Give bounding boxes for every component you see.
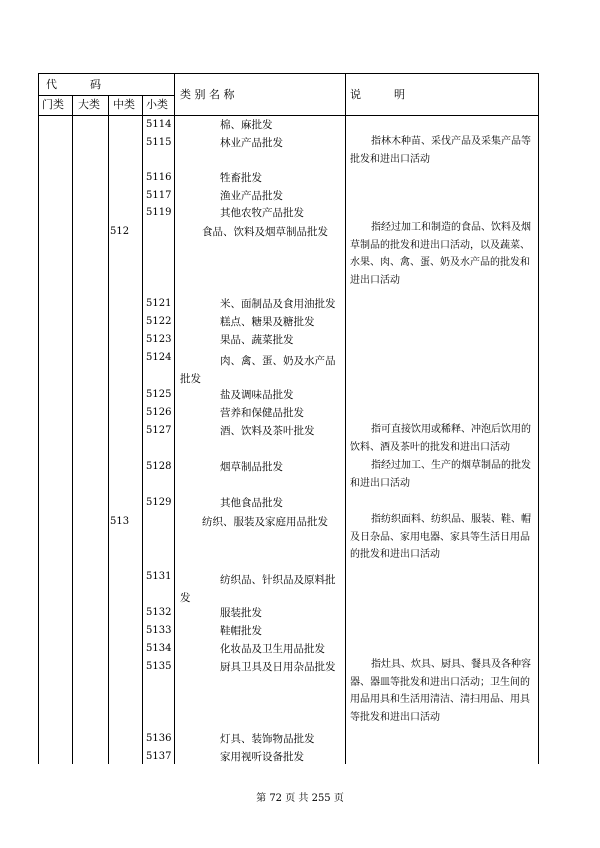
name-5123 (180, 334, 340, 346)
code-5134: 5134 (146, 643, 172, 654)
column-divider (142, 95, 143, 764)
name-5115 (180, 137, 340, 149)
name-text: 其他食品批发 (220, 497, 283, 509)
code-5135: 5135 (146, 661, 172, 672)
name-text: 服装批发 (220, 607, 262, 619)
name-5126 (180, 407, 340, 419)
code-5131: 5131 (146, 571, 172, 582)
name-text: 鞋帽批发 (220, 625, 262, 637)
name-text: 盐及调味品批发 (220, 389, 294, 401)
header-name: 类 别 名 称 (180, 88, 235, 101)
name-5117 (180, 190, 340, 202)
column-divider (72, 95, 73, 764)
name-text: 林业产品批发 (220, 137, 283, 149)
name-5134 (180, 643, 340, 655)
name-text: 厨具卫具及日用杂品批发 (220, 661, 336, 673)
name-text: 棉、麻批发 (220, 119, 273, 131)
name-5129 (180, 497, 340, 509)
name-5131 (180, 571, 340, 607)
code-5129: 5129 (146, 497, 172, 508)
name-5133 (180, 625, 340, 637)
code-5136: 5136 (146, 733, 172, 744)
column-divider (108, 95, 109, 764)
code-5127: 5127 (146, 425, 172, 436)
table-border-left (38, 73, 39, 764)
code-5128: 5128 (146, 461, 172, 472)
name-text: 渔业产品批发 (220, 190, 283, 202)
table-border-top (38, 73, 539, 74)
name-text: 家用视听设备批发 (220, 751, 304, 763)
desc-5128: 指经过加工、生产的烟草制品的批发和进出口活动 (350, 460, 531, 489)
mid-513: 513 (110, 516, 130, 527)
name-text: 灯具、装饰物品批发 (220, 733, 315, 745)
column-divider (345, 73, 346, 764)
code-5133: 5133 (146, 625, 172, 636)
name-5124 (180, 352, 340, 388)
desc-5127: 指可直接饮用或稀释、冲泡后饮用的饮料、酒及茶叶的批发和进出口活动 (350, 424, 531, 453)
name-5132 (180, 607, 340, 619)
header-men: 门类 (42, 98, 64, 111)
name-5114 (180, 119, 340, 131)
desc-5115: 指林木种苗、采伐产品及采集产品等批发和进出口活动 (350, 136, 531, 165)
code-5124: 5124 (146, 352, 172, 363)
name-513 (180, 516, 340, 528)
code-5123: 5123 (146, 334, 172, 345)
header-code: 代 码 (46, 78, 101, 91)
name-text: 酒、饮料及茶叶批发 (220, 425, 315, 437)
desc-513: 指纺织面料、纺织品、服装、鞋、帽及日杂品、家用电器、家具等生活日用品的批发和进出口活动 (350, 514, 531, 560)
code-5119: 5119 (146, 207, 172, 218)
name-text: 牲畜批发 (220, 172, 262, 184)
header-divider (38, 95, 175, 96)
code-5121: 5121 (146, 298, 172, 309)
code-5126: 5126 (146, 407, 172, 418)
name-5119 (180, 207, 340, 219)
page-footer: 第 72 页 共 255 页 (256, 793, 344, 804)
name-5136 (180, 733, 340, 745)
name-text: 纺织品、针织品及原料批发 (180, 574, 336, 604)
header-desc: 说 明 (350, 88, 405, 101)
name-5121 (180, 298, 340, 310)
name-text: 食品、饮料及烟草制品批发 (202, 226, 328, 238)
name-5127 (180, 425, 340, 437)
code-5114: 5114 (146, 119, 172, 130)
name-5135 (180, 661, 340, 673)
name-text: 果品、蔬菜批发 (220, 334, 294, 346)
name-text: 肉、禽、蛋、奶及水产品批发 (180, 355, 336, 385)
name-text: 烟草制品批发 (220, 461, 283, 473)
name-5137 (180, 751, 340, 763)
code-5115: 5115 (146, 137, 172, 148)
name-text: 营养和保健品批发 (220, 407, 304, 419)
header-xiao: 小类 (146, 98, 168, 111)
code-5125: 5125 (146, 389, 172, 400)
name-text: 糕点、糖果及糖批发 (220, 316, 315, 328)
name-512 (180, 226, 340, 238)
name-text: 纺织、服装及家庭用品批发 (202, 516, 328, 528)
header-zhong: 中类 (113, 98, 135, 111)
name-5128 (180, 461, 340, 473)
desc-512: 指经过加工和制造的食品、饮料及烟草制品的批发和进出口活动，以及蔬菜、水果、肉、禽、蛋、奶及水产品的批发和进出口活动 (350, 222, 531, 286)
name-5122 (180, 316, 340, 328)
table-border-right (538, 73, 539, 764)
header-bottom-rule (38, 115, 539, 116)
code-5122: 5122 (146, 316, 172, 327)
name-text: 化妆品及卫生用品批发 (220, 643, 325, 655)
classification-table (38, 73, 539, 764)
mid-512: 512 (110, 226, 130, 237)
name-text: 米、面制品及食用油批发 (220, 298, 336, 310)
code-5132: 5132 (146, 607, 172, 618)
code-5116: 5116 (146, 172, 172, 183)
column-divider (174, 73, 175, 764)
desc-5135: 指灶具、炊具、厨具、餐具及各种容器、器皿等批发和进出口活动；卫生间的用品用具和生活用清洁、清扫用品、用具等批发和进出口活动 (350, 659, 531, 723)
name-5125 (180, 389, 340, 401)
header-da: 大类 (78, 98, 100, 111)
name-text: 其他农牧产品批发 (220, 207, 304, 219)
code-5117: 5117 (146, 190, 172, 201)
code-5137: 5137 (146, 751, 172, 762)
name-5116 (180, 172, 340, 184)
